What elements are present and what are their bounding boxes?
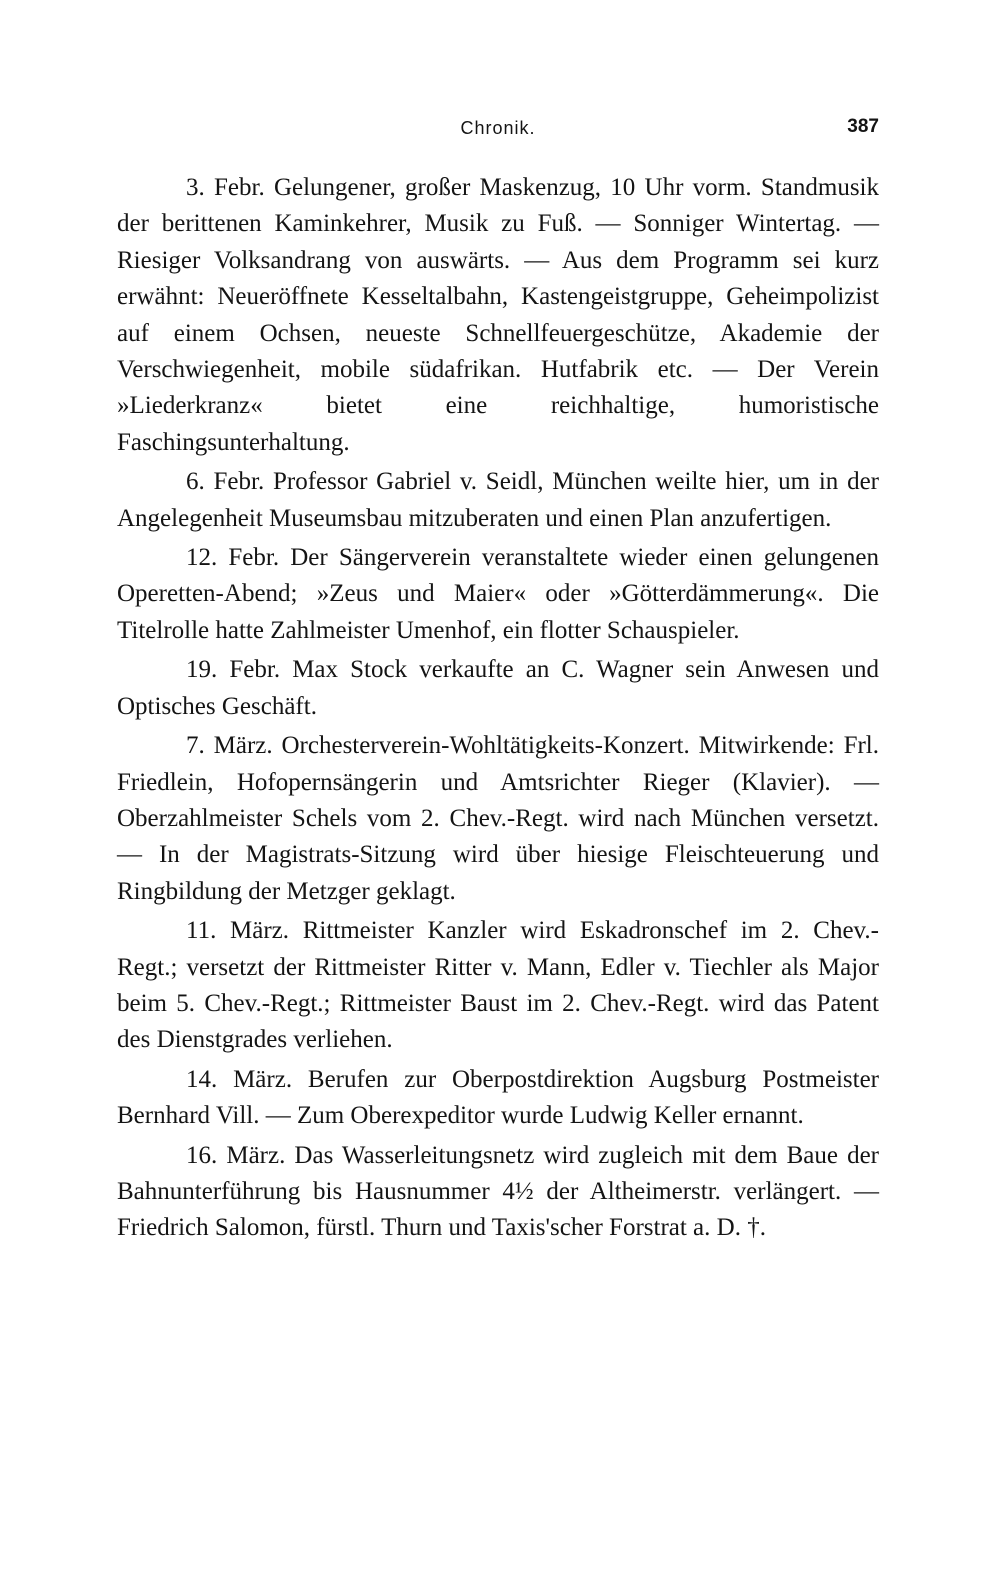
page-number: 387: [847, 116, 879, 137]
chronicle-entry-mar-7: 7. März. Orchesterverein-Wohltätigkeits-Konzert. Mitwirkende: Frl. Friedlein, Hofopernsängerin und Amtsrichter Rieger (Klavier). — Oberzahlmeister Schels vom 2. Chev.-Regt. wird nach München versetzt. — In der Magistrats-Sitzung wird über hiesige Fleischteuerung und Ringbildung der Metzger geklagt.: [117, 732, 879, 905]
chronicle-entry-feb-12: 12. Febr. Der Sängerverein veranstaltete wieder einen gelungenen Operetten-Abend; »Zeus und Maier« oder »Götterdämmerung«. Die Titelrolle hatte Zahlmeister Umenhof, ein flotter Schauspieler.: [117, 544, 879, 644]
running-header: [117, 116, 879, 146]
chronicle-entry-mar-11: 11. März. Rittmeister Kanzler wird Eskadronschef im 2. Chev.-Regt.; versetzt der Rittmeister Ritter v. Mann, Edler v. Tiechler als Major beim 5. Chev.-Regt.; Rittmeister Baust im 2. Chev.-Regt. wird das Patent des Dienstgrades verliehen.: [117, 917, 879, 1054]
chronicle-entry-feb-6: 6. Febr. Professor Gabriel v. Seidl, München weilte hier, um in der Angelegenheit Museumsbau mitzuberaten und einen Plan anzufertigen.: [117, 468, 879, 532]
chronicle-entry-feb-19: 19. Febr. Max Stock verkaufte an C. Wagner sein Anwesen und Optisches Geschäft.: [117, 656, 879, 720]
chronicle-entry-feb-3: 3. Febr. Gelungener, großer Maskenzug, 10 Uhr vorm. Standmusik der berittenen Kaminkehrer, Musik zu Fuß. — Sonniger Wintertag. — Riesiger Volksandrang von auswärts. — Aus dem Programm sei kurz erwähnt: Neueröffnete Kesseltalbahn, Kastengeistgruppe, Geheimpolizist auf einem Ochsen, neueste Schnellfeuergeschütze, Akademie der Verschwiegenheit, mobile südafrikan. Hutfabrik etc. — Der Verein »Liederkranz« bietet eine reichhaltige, humoristische Faschingsunterhaltung.: [117, 174, 879, 456]
chronicle-text: [117, 170, 879, 1250]
chronicle-entry-mar-14: 14. März. Berufen zur Oberpostdirektion Augsburg Postmeister Bernhard Vill. — Zum Oberexpeditor wurde Ludwig Keller ernannt.: [117, 1065, 879, 1130]
chronicle-entry-mar-16: 16. März. Das Wasserleitungsnetz wird zugleich mit dem Baue der Bahnunterführung bis Hausnummer 4½ der Altheimerstr. verlängert. — Friedrich Salomon, fürstl. Thurn und Taxis'scher Forstrat a. D. †.: [117, 1141, 879, 1242]
running-title: Chronik.: [460, 118, 536, 138]
